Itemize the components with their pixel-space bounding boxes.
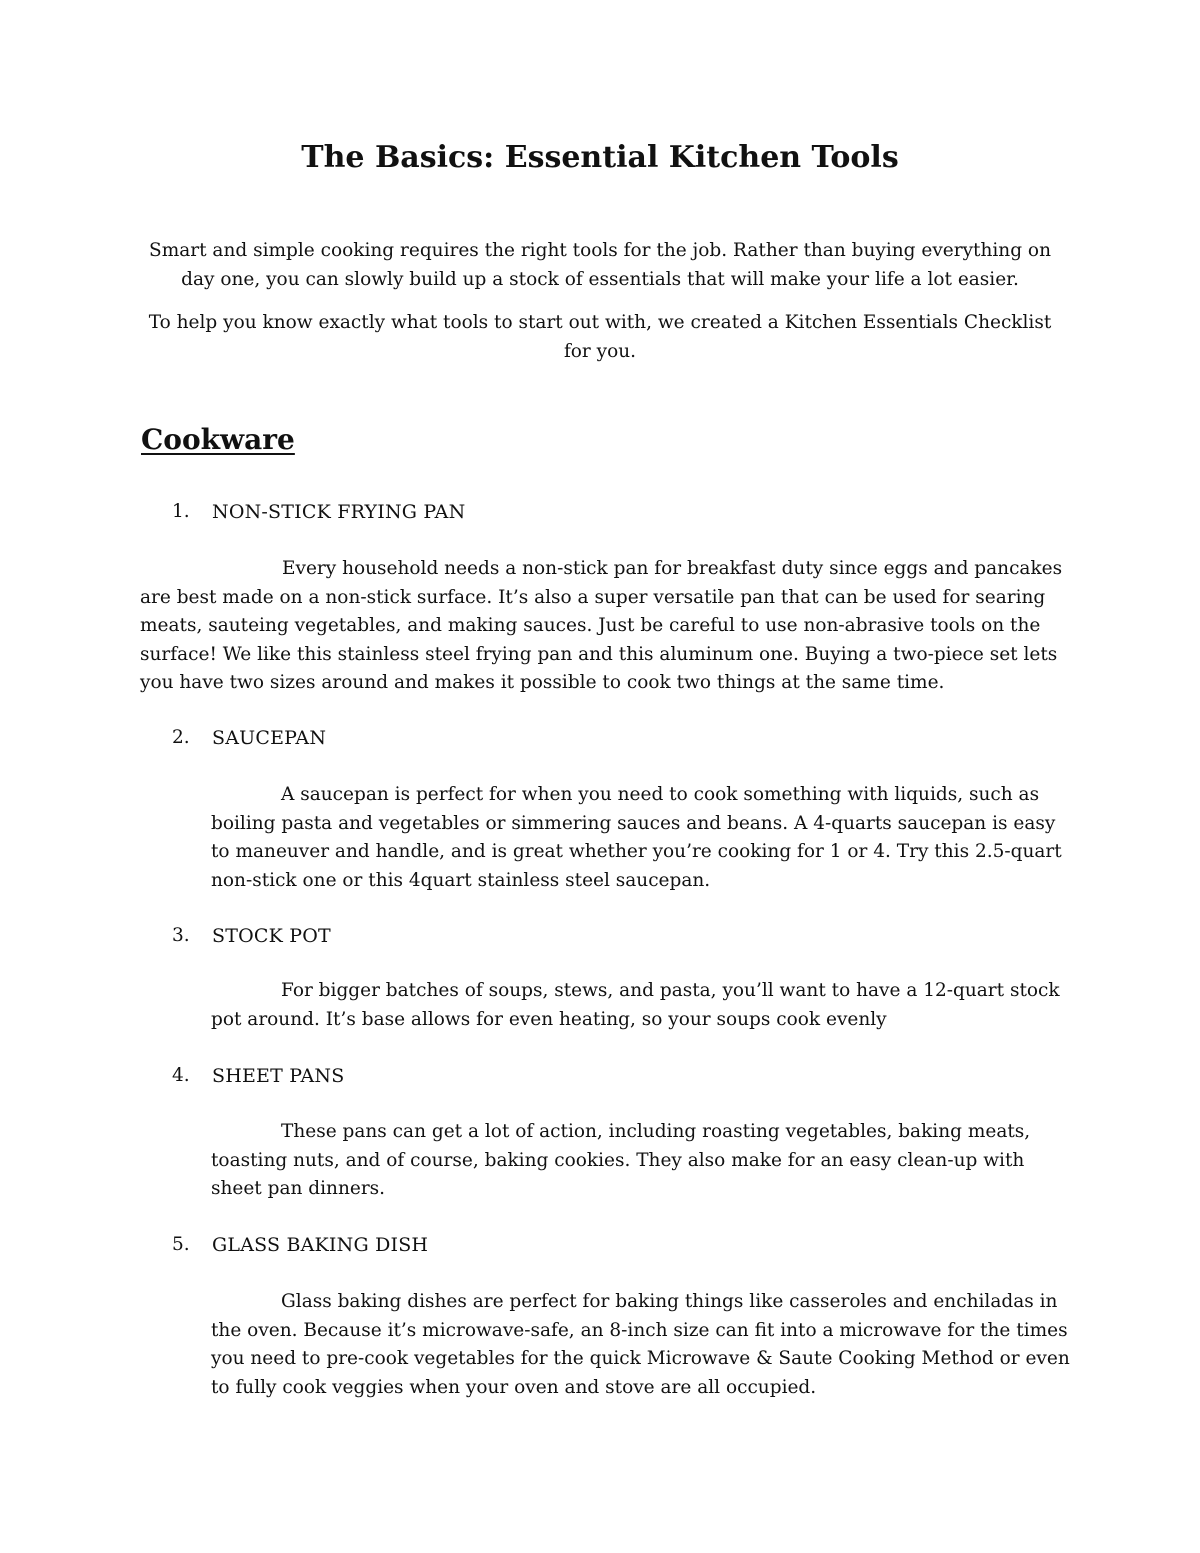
item-3-title: STOCK POT (212, 925, 331, 947)
item-2-number: 2. (172, 727, 190, 748)
item-3-description: For bigger batches of soups, stews, and pasta, you’ll want to have a 12-quart stock pot around. It’s base allows for even heating, so your soups cook evenly (211, 980, 1060, 1030)
intro-paragraph-2: To help you know exactly what tools to start out with, we created a Kitchen Essentials Checklist for you. (148, 312, 1052, 362)
item-1-number: 1. (172, 501, 190, 522)
item-3-number: 3. (172, 925, 190, 946)
item-2-description: A saucepan is perfect for when you need to cook something with liquids, such as boiling pasta and vegetables or simmering sauces and beans. A 4-quarts saucepan is easy to maneuver and handle, and is great whether you’re cooking for 1 or 4. Try this 2.5-quart non-stick one or this 4quart stainless steel saucepan. (211, 784, 1062, 891)
item-4-description: These pans can get a lot of action, including roasting vegetables, baking meats, toasting nuts, and of course, baking cookies. They also make for an easy clean-up with sheet pan dinners. (211, 1121, 1031, 1199)
item-5-number: 5. (172, 1234, 190, 1255)
item-4-title: SHEET PANS (212, 1065, 345, 1087)
item-1-title: NON-STICK FRYING PAN (212, 501, 466, 523)
section-heading-cookware: Cookware (141, 423, 295, 456)
intro-paragraph-1: Smart and simple cooking requires the right tools for the job. Rather than buying everything on day one, you can slowly build up a stock of essentials that will make your life a lot easier. (149, 240, 1051, 290)
item-5-description: Glass baking dishes are perfect for baking things like casseroles and enchiladas in the oven. Because it’s microwave-safe, an 8-inch size can fit into a microwave for the times you need to pre-cook vegetables for the quick Microwave & Saute Cooking Method or even to fully cook veggies when your oven and stove are all occupied. (211, 1291, 1070, 1398)
item-2-title: SAUCEPAN (212, 727, 327, 749)
item-5-title: GLASS BAKING DISH (212, 1234, 429, 1256)
document-title: The Basics: Essential Kitchen Tools (301, 140, 899, 175)
item-1-description: Every household needs a non-stick pan for breakfast duty since eggs and pancakes are best made on a non-stick surface. It’s also a super versatile pan that can be used for searing meats, sauteing vegetables, and making sauces. Just be careful to use non-abrasive tools on the surface! We like this stainless steel frying pan and this aluminum one. Buying a two-piece set lets you have two sizes around and makes it possible to cook two things at the same time. (140, 558, 1063, 693)
item-4-number: 4. (172, 1065, 190, 1086)
